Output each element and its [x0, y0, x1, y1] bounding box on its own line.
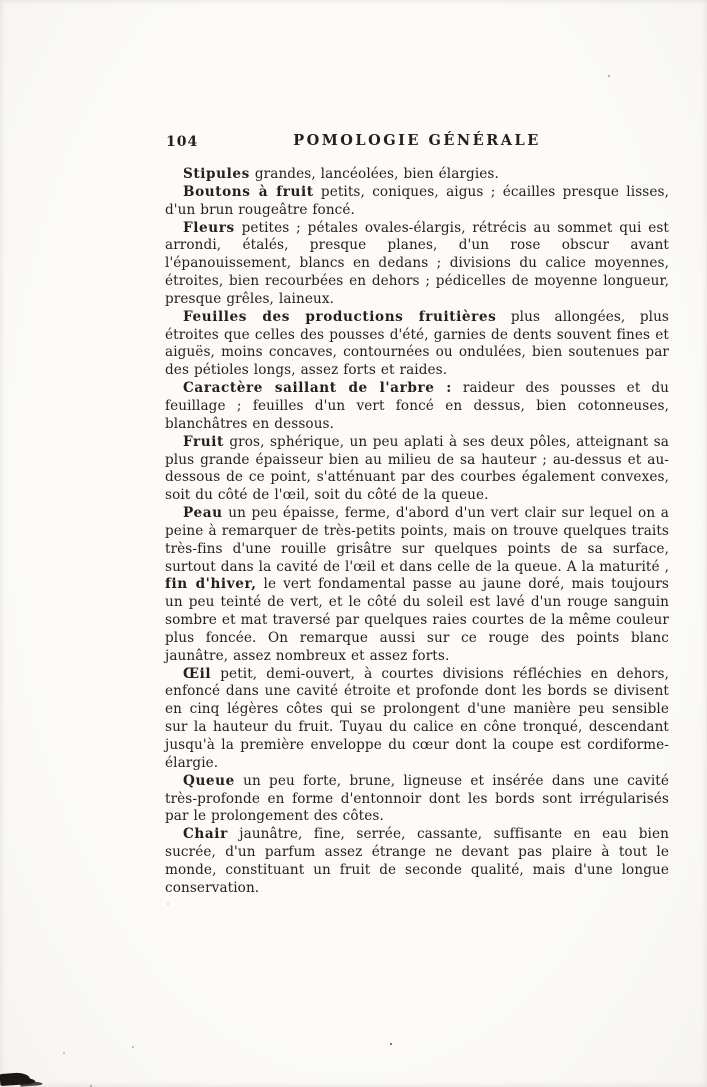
paragraph-text: le vert fondamental passe au jaune doré, mais toujours un peu teinté de vert, et le côté du soleil est lavé d'un rouge sanguin sombre et mat traversé par quelques raies courtes de la même couleur plus foncée. On remarque aussi sur ce rouge des points blanc jaunâtre, assez nombreux et assez forts.: [165, 576, 669, 664]
paragraph-text: raideur des pousses et du feuillage ; feuilles d'un vert foncé en dessus, bien cotonneuses, blanchâtres en dessous.: [165, 380, 669, 432]
page-header: [165, 132, 669, 154]
paragraph-text: un peu forte, brune, ligneuse et insérée dans une cavité très-profonde en forme d'entonnoir dont les bords sont irrégularisés par le prolongement des côtes.: [165, 772, 669, 825]
paragraph-text: gros, sphérique, un peu aplati à ses deux pôles, atteignant sa plus grande épaisseur bien au milieu de sa hauteur ; au-dessus et au-dessous de ce point, s'atténuant par des courbes également convexes, soit du côté de l'œil, soit du côté de la queue.: [165, 433, 669, 504]
paragraph-text: petites ; pétales ovales-élargis, rétrécis au sommet qui est arrondi, étalés, presque planes, d'un rose obscur avant l'épanouissement, blancs en dedans ; divisions du calice moyennes, étroites, bien recourbées en dehors ; pédicelles de moyenne longueur, presque grêles, laineux.: [165, 219, 669, 307]
paragraph-lead: Fleurs: [183, 219, 235, 236]
paragraph-lead: Stipules: [183, 166, 250, 182]
paragraph-lead: Queue: [183, 772, 235, 789]
ink-smudge: [0, 1072, 30, 1086]
paragraph-boutons-a-fruit: [165, 184, 669, 220]
paragraph-queue: [165, 773, 669, 827]
text-column: [165, 132, 669, 898]
paragraph-lead: fin d'hiver,: [165, 576, 257, 593]
paragraph-text: un peu épaisse, ferme, d'abord d'un vert clair sur lequel on a peine à remarquer de très-petits points, mais on trouve quelques traits très-fins d'une rouille grisâtre sur quelques points de sa surface, surtout dans la cavité de l'œil et dans celle de la queue. A la maturité ,: [165, 505, 669, 575]
paragraph-text: petits, coniques, aigus ; écailles presque lisses, d'un brun rougeâtre foncé.: [165, 183, 669, 218]
paragraph-caractere-saillant-de-l-arbre: [165, 380, 669, 434]
paragraph-lead: Peau: [183, 505, 223, 522]
paragraph-chair: [165, 826, 669, 897]
paragraph-feuilles-des-productions-fruitieres: [165, 309, 669, 380]
page-number: 104: [166, 134, 199, 150]
paragraph-peau: [165, 505, 669, 666]
paragraph-lead: Œil: [183, 665, 212, 682]
paragraph-stipules: [165, 166, 669, 184]
paragraphs: [165, 166, 669, 898]
scan-speck: [0, 0, 2, 2]
paragraph-text: jaunâtre, fine, serrée, cassante, suffisante en eau bien sucrée, d'un parfum assez étrange ne devant pas plaire à tout le monde, constituant un fruit de seconde qualité, mais d'une longue conservation.: [165, 826, 669, 896]
paragraph-lead: Boutons à fruit: [183, 183, 314, 200]
paragraph-oeil: [165, 666, 669, 773]
paragraph-text: petit, demi-ouvert, à courtes divisions réfléchies en dehors, enfoncé dans une cavité étroite et profonde dont les bords se divisent en cinq légères côtes qui se prolongent d'une manière peu sensible sur la hauteur du fruit. Tuyau du calice en cône tronqué, descendant jusqu'à la première enveloppe du cœur dont la coupe est cordiforme-élargie.: [165, 665, 669, 771]
paragraph-fruit: [165, 434, 669, 505]
paragraph-text: grandes, lancéolées, bien élargies.: [249, 166, 499, 182]
paragraph-fleurs: [165, 220, 669, 309]
paragraph-lead: Feuilles des productions fruitières: [183, 308, 497, 325]
paragraph-lead: Caractère saillant de l'arbre :: [183, 380, 452, 397]
paragraph-lead: Chair: [183, 826, 228, 843]
running-title: POMOLOGIE GÉNÉRALE: [293, 132, 541, 149]
paragraph-lead: Fruit: [183, 433, 224, 450]
paragraph-text: plus allongées, plus étroites que celles des pousses d'été, garnies de dents souvent fines et aiguës, moins concaves, contournées ou ondulées, bien soutenues par des pétioles longs, assez forts et raides.: [165, 308, 669, 379]
